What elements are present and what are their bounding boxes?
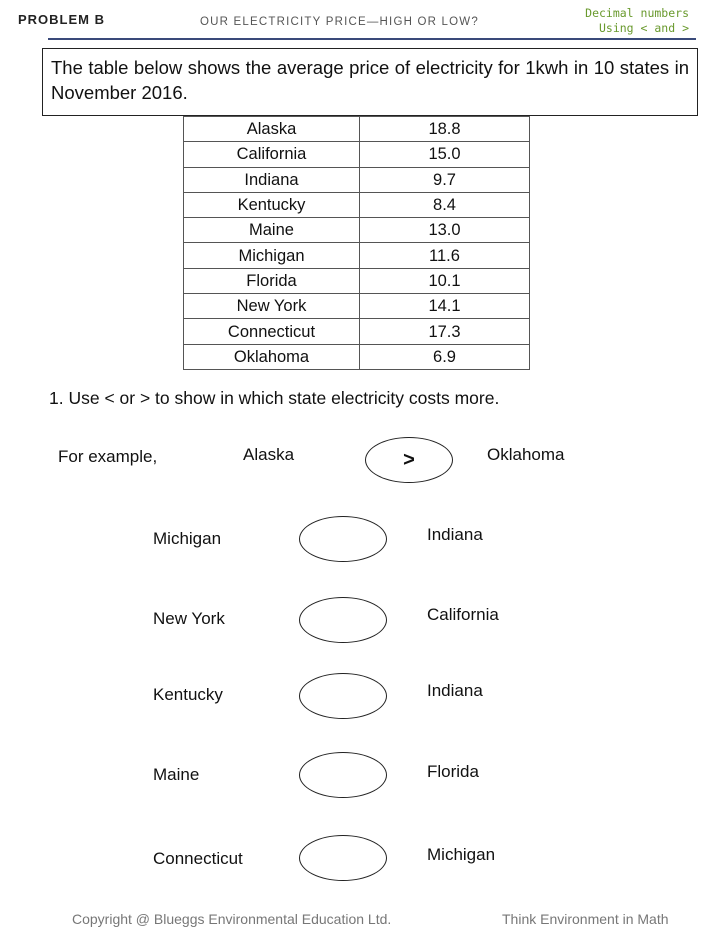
table-row [184, 243, 530, 268]
price-cell: 13.0 [360, 218, 530, 243]
compare-right-state: Florida [427, 762, 479, 781]
price-cell: 9.7 [360, 167, 530, 192]
answer-oval[interactable] [299, 673, 387, 719]
price-cell: 18.8 [360, 117, 530, 142]
state-cell: Florida [184, 268, 360, 293]
example-symbol: > [403, 448, 415, 471]
answer-oval[interactable] [299, 835, 387, 881]
table-row [184, 319, 530, 344]
answer-oval[interactable] [299, 597, 387, 643]
compare-left-state: Michigan [153, 529, 222, 548]
topic-line-1: Decimal numbers [585, 6, 689, 20]
compare-left-state: Connecticut [153, 849, 243, 868]
intro-box: The table below shows the average price of electricity for 1kwh in 10 states in November 2016. [42, 48, 698, 116]
state-cell: Alaska [184, 117, 360, 142]
compare-left-state: Maine [153, 765, 200, 784]
price-cell: 6.9 [360, 344, 530, 369]
answer-oval[interactable] [299, 752, 387, 798]
table-row [184, 192, 530, 217]
price-cell: 10.1 [360, 268, 530, 293]
price-cell: 17.3 [360, 319, 530, 344]
table-row [184, 167, 530, 192]
table-row [184, 117, 530, 142]
compare-right-state: Michigan [427, 845, 496, 864]
table-row [184, 142, 530, 167]
state-cell: California [184, 142, 360, 167]
compare-right-state: Indiana [427, 525, 483, 544]
example-right-state: Oklahoma [487, 445, 565, 464]
compare-left-state: New York [153, 609, 225, 628]
price-table [183, 116, 530, 370]
footer-copyright: Copyright @ Blueggs Environmental Education Ltd. [72, 911, 392, 927]
table-row [184, 294, 530, 319]
topic-tag [585, 6, 689, 36]
example-answer-oval [365, 437, 453, 483]
table-row [184, 268, 530, 293]
state-cell: Michigan [184, 243, 360, 268]
header-rule [48, 38, 696, 40]
topic-line-2: Using < and > [598, 21, 689, 35]
state-cell: Maine [184, 218, 360, 243]
state-cell: Kentucky [184, 192, 360, 217]
state-cell: Indiana [184, 167, 360, 192]
compare-right-state: Indiana [427, 681, 483, 700]
compare-right-state: California [427, 605, 499, 624]
state-cell: New York [184, 294, 360, 319]
price-cell: 14.1 [360, 294, 530, 319]
footer-tagline: Think Environment in Math [502, 911, 669, 927]
table-row [184, 344, 530, 369]
answer-oval[interactable] [299, 516, 387, 562]
example-left-state: Alaska [243, 445, 295, 464]
state-cell: Connecticut [184, 319, 360, 344]
table-row [184, 218, 530, 243]
price-cell: 11.6 [360, 243, 530, 268]
price-cell: 15.0 [360, 142, 530, 167]
worksheet-title: OUR ELECTRICITY PRICE—HIGH OR LOW? [200, 16, 479, 28]
compare-left-state: Kentucky [153, 685, 223, 704]
price-cell: 8.4 [360, 192, 530, 217]
problem-label: PROBLEM B [18, 12, 105, 27]
question-text: 1. Use < or > to show in which state electricity costs more. [49, 388, 500, 408]
example-label: For example, [58, 447, 158, 466]
state-cell: Oklahoma [184, 344, 360, 369]
